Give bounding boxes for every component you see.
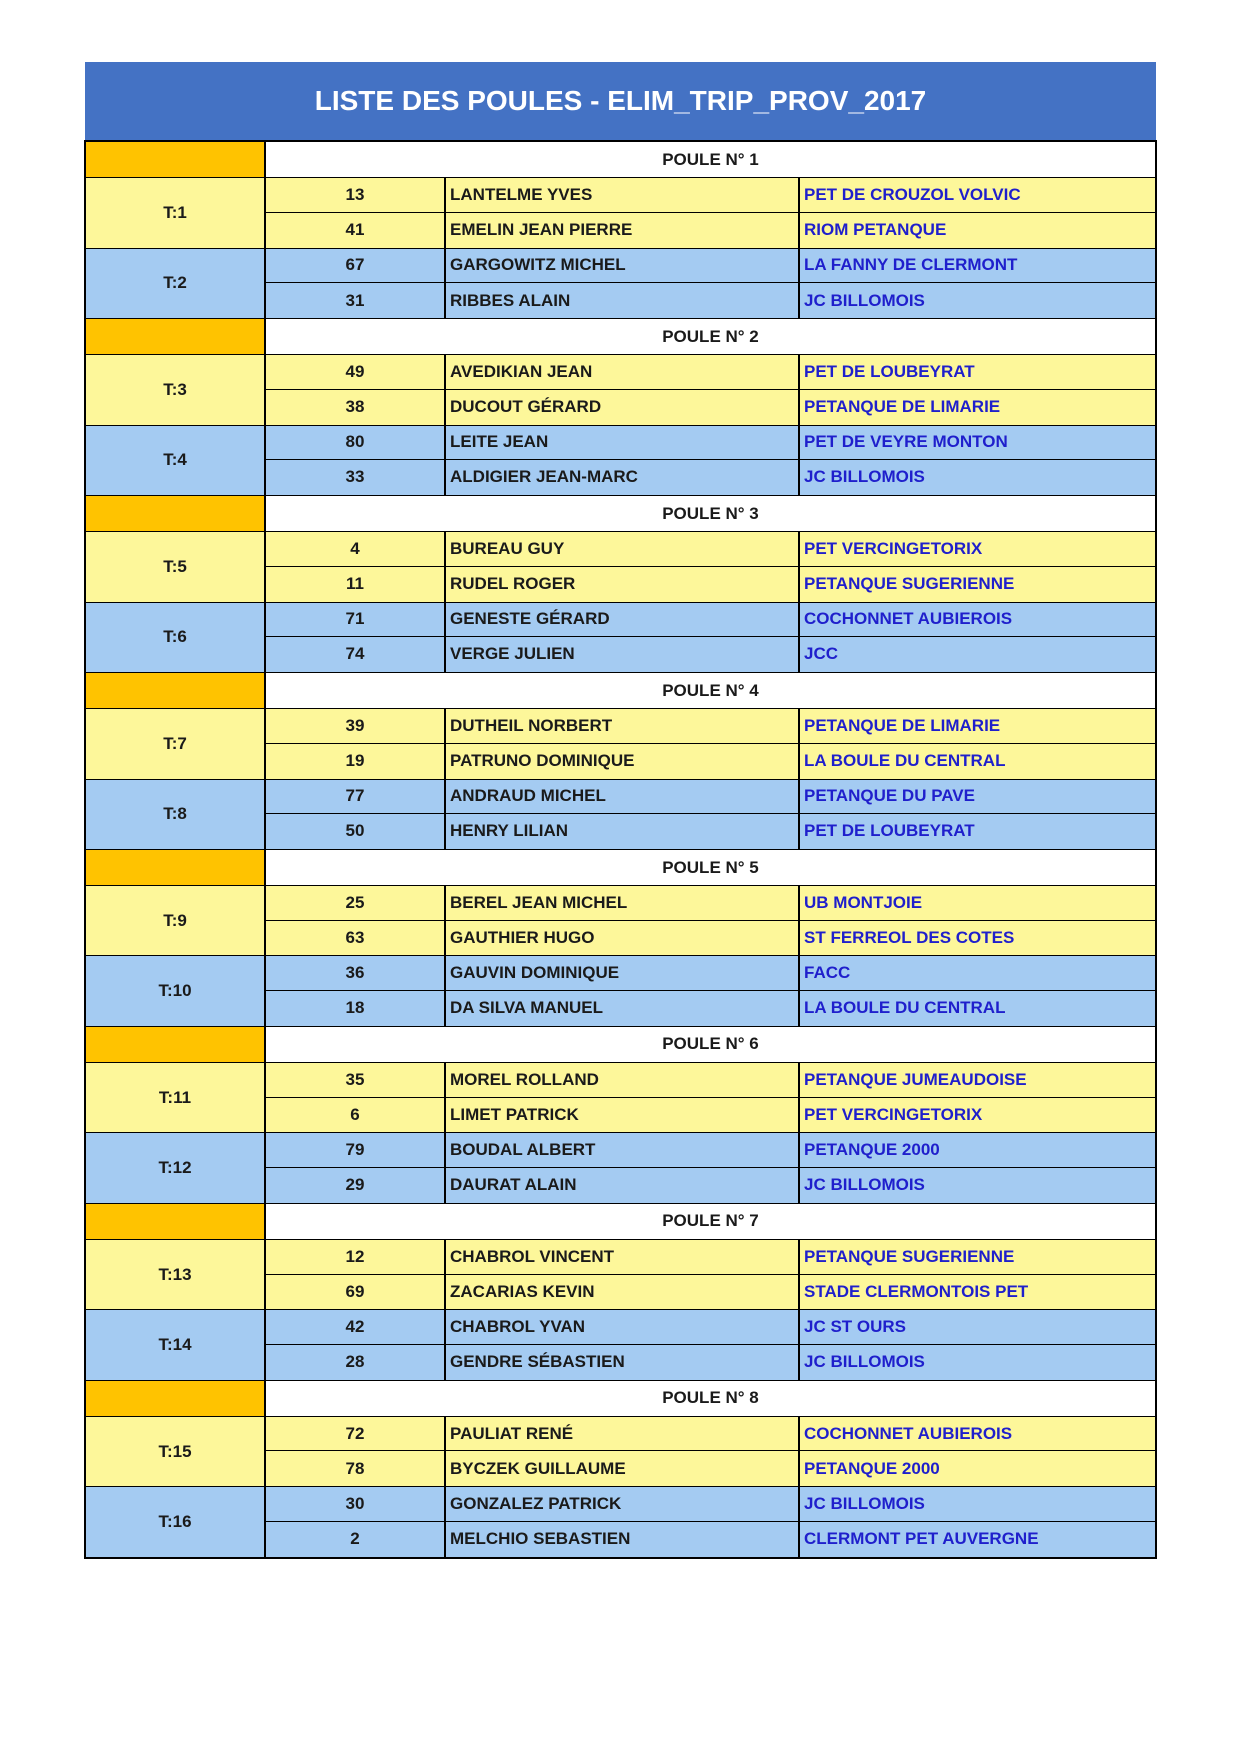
player-number: 77 [266, 780, 446, 813]
player-row [266, 249, 1155, 283]
player-club: RIOM PETANQUE [800, 213, 1155, 248]
player-club: STADE CLERMONTOIS PET [800, 1275, 1155, 1310]
player-number: 12 [266, 1240, 446, 1273]
player-number: 18 [266, 991, 446, 1026]
player-row [266, 1240, 1155, 1274]
player-name: DUTHEIL NORBERT [446, 709, 800, 742]
team-label: T:10 [86, 956, 266, 1025]
player-row [266, 460, 1155, 495]
player-number: 35 [266, 1063, 446, 1096]
player-row [266, 1417, 1155, 1451]
player-name: DAURAT ALAIN [446, 1168, 800, 1203]
poule-marker [86, 850, 266, 885]
player-club: PET DE LOUBEYRAT [800, 814, 1155, 849]
poule-title: POULE N° 6 [266, 1027, 1155, 1062]
poule-header-row [86, 496, 1155, 532]
poule-title: POULE N° 2 [266, 319, 1155, 354]
player-name: GAUVIN DOMINIQUE [446, 956, 800, 989]
player-name: LEITE JEAN [446, 426, 800, 459]
player-row [266, 1275, 1155, 1310]
team-block [86, 780, 1155, 850]
team-label: T:6 [86, 603, 266, 672]
player-name: RIBBES ALAIN [446, 283, 800, 318]
poules-table [84, 140, 1157, 1559]
player-name: CHABROL VINCENT [446, 1240, 800, 1273]
poule-title: POULE N° 3 [266, 496, 1155, 531]
player-row [266, 1451, 1155, 1486]
player-club: PET DE VEYRE MONTON [800, 426, 1155, 459]
team-label: T:8 [86, 780, 266, 849]
player-club: JC ST OURS [800, 1310, 1155, 1343]
team-block [86, 355, 1155, 425]
player-club: PETANQUE DE LIMARIE [800, 709, 1155, 742]
team-block [86, 709, 1155, 779]
team-label: T:3 [86, 355, 266, 424]
player-club: PETANQUE SUGERIENNE [800, 567, 1155, 602]
team-block [86, 603, 1155, 673]
player-row [266, 355, 1155, 389]
player-club: PETANQUE SUGERIENNE [800, 1240, 1155, 1273]
player-row [266, 567, 1155, 602]
player-name: MELCHIO SEBASTIEN [446, 1522, 800, 1557]
player-row [266, 921, 1155, 956]
player-name: EMELIN JEAN PIERRE [446, 213, 800, 248]
player-club: PETANQUE JUMEAUDOISE [800, 1063, 1155, 1096]
player-number: 42 [266, 1310, 446, 1343]
player-number: 67 [266, 249, 446, 282]
player-row [266, 1310, 1155, 1344]
poule-title: POULE N° 4 [266, 673, 1155, 708]
player-club: ST FERREOL DES COTES [800, 921, 1155, 956]
player-club: PET VERCINGETORIX [800, 1098, 1155, 1133]
player-name: DA SILVA MANUEL [446, 991, 800, 1026]
player-number: 50 [266, 814, 446, 849]
player-name: PATRUNO DOMINIQUE [446, 744, 800, 779]
team-label: T:15 [86, 1417, 266, 1486]
team-label: T:1 [86, 178, 266, 247]
player-number: 72 [266, 1417, 446, 1450]
player-row [266, 283, 1155, 318]
player-row [266, 1063, 1155, 1097]
team-label: T:5 [86, 532, 266, 601]
poule-title: POULE N° 8 [266, 1381, 1155, 1416]
page-title: LISTE DES POULES - ELIM_TRIP_PROV_2017 [85, 62, 1156, 140]
player-name: GENDRE SÉBASTIEN [446, 1345, 800, 1380]
player-club: JCC [800, 637, 1155, 672]
poule-header-row [86, 1027, 1155, 1063]
player-name: HENRY LILIAN [446, 814, 800, 849]
poule-marker [86, 1381, 266, 1416]
poule-title: POULE N° 1 [266, 142, 1155, 177]
player-number: 25 [266, 886, 446, 919]
player-club: PETANQUE DE LIMARIE [800, 390, 1155, 425]
poule-marker [86, 142, 266, 177]
player-name: ANDRAUD MICHEL [446, 780, 800, 813]
player-row [266, 1522, 1155, 1557]
team-block [86, 1133, 1155, 1203]
player-club: LA BOULE DU CENTRAL [800, 991, 1155, 1026]
player-number: 29 [266, 1168, 446, 1203]
player-name: GAUTHIER HUGO [446, 921, 800, 956]
poule-marker [86, 1204, 266, 1239]
player-row [266, 390, 1155, 425]
team-block [86, 178, 1155, 248]
poule-marker [86, 319, 266, 354]
player-number: 33 [266, 460, 446, 495]
player-number: 79 [266, 1133, 446, 1166]
player-name: ZACARIAS KEVIN [446, 1275, 800, 1310]
player-row [266, 1345, 1155, 1380]
player-number: 49 [266, 355, 446, 388]
team-label: T:11 [86, 1063, 266, 1132]
player-row [266, 744, 1155, 779]
player-name: RUDEL ROGER [446, 567, 800, 602]
poule-marker [86, 673, 266, 708]
player-club: LA BOULE DU CENTRAL [800, 744, 1155, 779]
player-club: PET DE LOUBEYRAT [800, 355, 1155, 388]
player-row [266, 603, 1155, 637]
player-row [266, 709, 1155, 743]
player-name: GONZALEZ PATRICK [446, 1487, 800, 1520]
team-block [86, 1063, 1155, 1133]
player-club: PETANQUE 2000 [800, 1451, 1155, 1486]
player-number: 2 [266, 1522, 446, 1557]
player-number: 19 [266, 744, 446, 779]
team-label: T:4 [86, 426, 266, 495]
player-row [266, 991, 1155, 1026]
poule-marker [86, 1027, 266, 1062]
player-row [266, 213, 1155, 248]
team-label: T:14 [86, 1310, 266, 1379]
team-block [86, 1240, 1155, 1310]
player-name: CHABROL YVAN [446, 1310, 800, 1343]
team-block [86, 426, 1155, 496]
team-block [86, 1310, 1155, 1380]
player-row [266, 886, 1155, 920]
player-number: 39 [266, 709, 446, 742]
player-name: BUREAU GUY [446, 532, 800, 565]
team-label: T:13 [86, 1240, 266, 1309]
player-number: 11 [266, 567, 446, 602]
player-number: 31 [266, 283, 446, 318]
player-club: PET DE CROUZOL VOLVIC [800, 178, 1155, 211]
player-row [266, 1098, 1155, 1133]
team-block [86, 1417, 1155, 1487]
player-row [266, 814, 1155, 849]
poule-title: POULE N° 7 [266, 1204, 1155, 1239]
player-number: 41 [266, 213, 446, 248]
player-name: LIMET PATRICK [446, 1098, 800, 1133]
player-name: ALDIGIER JEAN-MARC [446, 460, 800, 495]
player-name: AVEDIKIAN JEAN [446, 355, 800, 388]
player-name: VERGE JULIEN [446, 637, 800, 672]
team-label: T:7 [86, 709, 266, 778]
player-name: BEREL JEAN MICHEL [446, 886, 800, 919]
player-number: 4 [266, 532, 446, 565]
player-number: 78 [266, 1451, 446, 1486]
player-club: LA FANNY DE CLERMONT [800, 249, 1155, 282]
team-block [86, 956, 1155, 1026]
player-row [266, 780, 1155, 814]
player-number: 74 [266, 637, 446, 672]
poule-header-row [86, 1381, 1155, 1417]
player-club: PET VERCINGETORIX [800, 532, 1155, 565]
player-name: BOUDAL ALBERT [446, 1133, 800, 1166]
player-club: JC BILLOMOIS [800, 283, 1155, 318]
player-club: JC BILLOMOIS [800, 1487, 1155, 1520]
player-row [266, 532, 1155, 566]
team-block [86, 1487, 1155, 1556]
player-club: JC BILLOMOIS [800, 1345, 1155, 1380]
player-name: MOREL ROLLAND [446, 1063, 800, 1096]
player-number: 71 [266, 603, 446, 636]
team-label: T:9 [86, 886, 266, 955]
player-name: DUCOUT GÉRARD [446, 390, 800, 425]
player-number: 69 [266, 1275, 446, 1310]
player-club: UB MONTJOIE [800, 886, 1155, 919]
team-label: T:2 [86, 249, 266, 318]
poule-header-row [86, 1204, 1155, 1240]
poule-marker [86, 496, 266, 531]
poule-title: POULE N° 5 [266, 850, 1155, 885]
player-club: JC BILLOMOIS [800, 1168, 1155, 1203]
team-label: T:16 [86, 1487, 266, 1556]
player-club: COCHONNET AUBIEROIS [800, 603, 1155, 636]
poule-header-row [86, 850, 1155, 886]
player-row [266, 1133, 1155, 1167]
team-block [86, 249, 1155, 319]
poule-header-row [86, 319, 1155, 355]
player-number: 30 [266, 1487, 446, 1520]
team-block [86, 532, 1155, 602]
player-row [266, 178, 1155, 212]
player-name: LANTELME YVES [446, 178, 800, 211]
player-number: 63 [266, 921, 446, 956]
poule-header-row [86, 673, 1155, 709]
player-club: PETANQUE 2000 [800, 1133, 1155, 1166]
player-number: 36 [266, 956, 446, 989]
player-number: 38 [266, 390, 446, 425]
player-number: 80 [266, 426, 446, 459]
player-name: GENESTE GÉRARD [446, 603, 800, 636]
player-club: FACC [800, 956, 1155, 989]
player-name: PAULIAT RENÉ [446, 1417, 800, 1450]
poule-header-row [86, 142, 1155, 178]
player-club: JC BILLOMOIS [800, 460, 1155, 495]
player-club: CLERMONT PET AUVERGNE [800, 1522, 1155, 1557]
player-row [266, 956, 1155, 990]
player-number: 13 [266, 178, 446, 211]
player-row [266, 1168, 1155, 1203]
player-row [266, 1487, 1155, 1521]
player-row [266, 426, 1155, 460]
player-row [266, 637, 1155, 672]
player-number: 28 [266, 1345, 446, 1380]
team-label: T:12 [86, 1133, 266, 1202]
player-number: 6 [266, 1098, 446, 1133]
player-name: BYCZEK GUILLAUME [446, 1451, 800, 1486]
player-name: GARGOWITZ MICHEL [446, 249, 800, 282]
team-block [86, 886, 1155, 956]
player-club: COCHONNET AUBIEROIS [800, 1417, 1155, 1450]
player-club: PETANQUE DU PAVE [800, 780, 1155, 813]
